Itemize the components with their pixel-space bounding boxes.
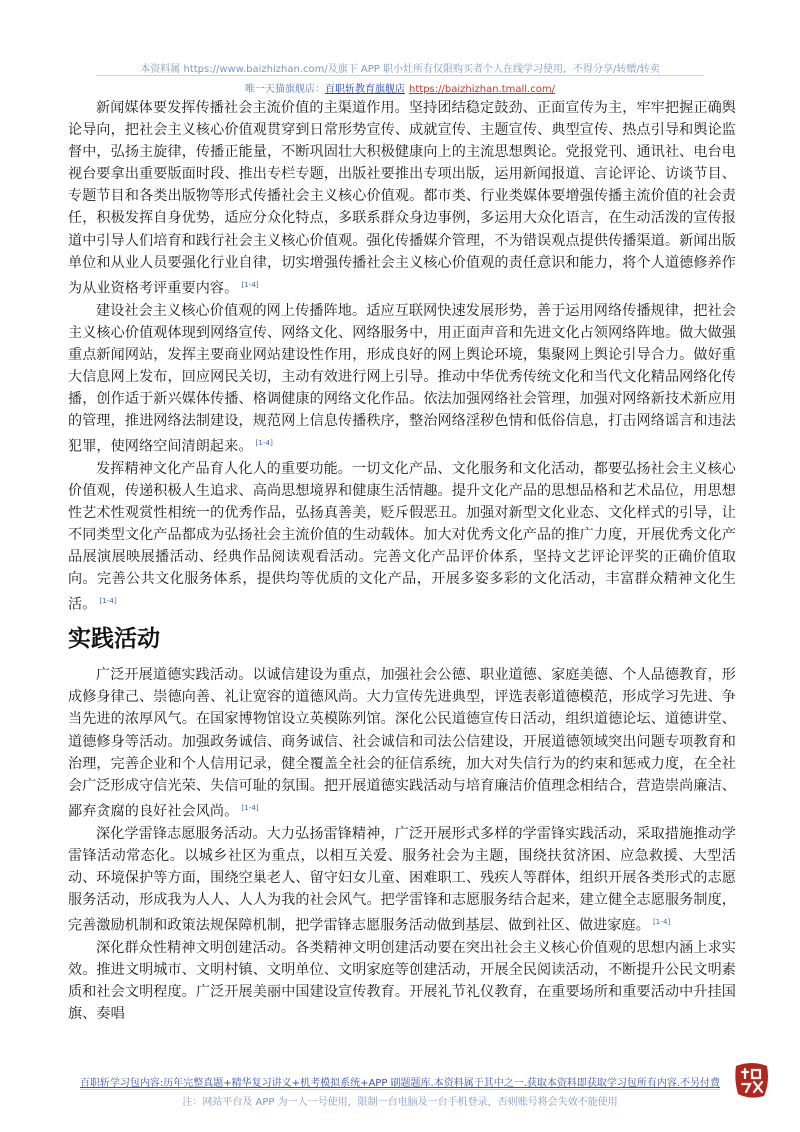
- shop-name-link[interactable]: 百职斩教育旗舰店: [325, 84, 406, 95]
- paragraph: 新闻媒体要发挥传播社会主流价值的主渠道作用。坚持团结稳定鼓劲、正面宣传为主，牢牢把握正确舆论导向，把社会主义核心价值观贯穿到日常形势宣传、成就宣传、主题宣传、典型宣传、热点引导和舆论监督中，弘扬主旋律，传播正能量，不断巩固壮大积极健康向上的主流思想舆论。党报党刊、通讯社、电台电视台要拿出重要版面时段、推出专栏专题，出版社要推出专项出版，运用新闻报道、言论评论、访谈节目、专题节目和各类出版物等形式传播社会主义核心价值观。都市类、行业类媒体要增强传播主流价值的社会责任，积极发挥自身优势，适应分众化特点，多联系群众身边事例，多运用大众化语言，在生动活泼的宣传报道中引导人们培育和践行社会主义核心价值观。强化传播媒介管理，不为错误观点提供传播渠道。新闻出版单位和从业人员要强化行业自律，切实增强传播社会主义核心价值观的责任意识和能力，将个人道德修养作为从业资格考评重要内容。 [1-4]: [68, 100, 736, 297]
- footer-divider: [80, 1089, 720, 1090]
- shop-prefix: 唯一天猫旗舰店：: [245, 84, 326, 95]
- paragraph: 深化学雷锋志愿服务活动。大力弘扬雷锋精神，广泛开展形式多样的学雷锋实践活动，采取措施推动学雷锋活动常态化。以城乡社区为重点，以相互关爱、服务社会为主题，围绕扶贫济困、应急救援、大型活动、环境保护等方面，围绕空巢老人、留守妇女儿童、困难职工、残疾人等群体，组织开展各类形式的志愿服务活动，形成我为人人、人人为我的社会风气。把学雷锋和志愿服务结合起来，建立健全志愿服务制度，完善激励机制和政策法规保障机制，把学雷锋志愿服务活动做到基层、做到社区、做进家庭。 [1-4]: [68, 825, 736, 934]
- header-divider: [96, 75, 704, 76]
- document-body: [68, 97, 736, 1025]
- footer-notice: 注：网站平台及 APP 为一人一号使用，限制一台电脑及一台手机登录，否则账号将会失效不能使用: [182, 1097, 618, 1108]
- header-notice: 本资料属 https://www.baizhizhan.com/及旗下 APP 职小灶所有仅限购买者个人在线学习使用，不得分享/转赠/转卖: [140, 64, 660, 75]
- footer-promo-link[interactable]: 百职斩学习包内容:历年完整真题+精华复习讲义+机考模拟系统+APP 刷题题库.本资料属于其中之一.获取本资料即获取学习包所有内容.不另付费: [79, 1078, 721, 1089]
- section-heading: 实践活动: [68, 626, 160, 653]
- citation[interactable]: [1-4]: [255, 439, 273, 448]
- paragraph: 广泛开展道德实践活动。以诚信建设为重点，加强社会公德、职业道德、家庭美德、个人品德教育，形成修身律己、崇德向善、礼让宽容的道德风尚。大力宣传先进典型，评选表彰道德模范，形成学习先进、争当先进的浓厚风气。在国家博物馆设立英模陈列馆。深化公民道德宣传日活动，组织道德论坛、道德讲堂、道德修身等活动。加强政务诚信、商务诚信、社会诚信和司法公信建设，开展道德领域突出问题专项教育和治理，完善企业和个人信用记录，健全覆盖全社会的征信系统，加大对失信行为的约束和惩戒力度，在全社会广泛形成守信光荣、失信可耻的氛围。把开展道德实践活动与培育廉洁价值理念相结合，营造崇尚廉洁、鄙弃贪腐的良好社会风尚。 [1-4]: [68, 667, 736, 820]
- paragraph: 发挥精神文化产品育人化人的重要功能。一切文化产品、文化服务和文化活动，都要弘扬社会主义核心价值观，传递积极人生追求、高尚思想境界和健康生活情趣。提升文化产品的思想品格和艺术品位，用思想性艺术性观赏性相统一的优秀作品，弘扬真善美，贬斥假恶丑。加强对新型文化业态、文化样式的引导，让不同类型文化产品都成为弘扬社会主流价值的生动载体。加大对优秀文化产品的推广力度，开展优秀文化产品展演展映展播活动、经典作品阅读观看活动。完善文化产品评价体系，坚持文艺评论评奖的正确价值取向。完善公共文化服务体系，提供均等优质的文化产品，开展多姿多彩的文化活动，丰富群众精神文化生活。 [1-4]: [68, 460, 736, 614]
- paragraph: 深化群众性精神文明创建活动。各类精神文明创建活动要在突出社会主义核心价值观的思想内涵上求实效。推进文明城市、文明村镇、文明单位、文明家庭等创建活动，开展全民阅读活动，不断提升公民文明素质和社会文明程度。广泛开展美丽中国建设宣传教育。开展礼节礼仪教育，在重要场所和重要活动中升挂国旗、奏唱: [68, 939, 736, 1022]
- header-shop-line: [0, 80, 800, 95]
- paragraph: 建设社会主义核心价值观的网上传播阵地。适应互联网快速发展形势，善于运用网络传播规律，把社会主义核心价值观体现到网络宣传、网络文化、网络服务中，用正面声音和先进文化占领网络阵地。做大做强重点新闻网站，发挥主要商业网站建设性作用，形成良好的网上舆论环境，集聚网上舆论引导合力。做好重大信息网上发布，回应网民关切，主动有效进行网上引导。推动中华优秀传统文化和当代文化精品网络化传播，创作适于新兴媒体传播、格调健康的网络文化作品。依法加强网络社会管理，加强对网络新技术新应用的管理，推进网络法制建设，规范网上信息传播秩序，整治网络淫秽色情和低俗信息，打击网络谣言和违法犯罪，使网络空间清朗起来。 [1-4]: [68, 302, 736, 455]
- citation[interactable]: [1-4]: [652, 917, 671, 926]
- citation[interactable]: [1-4]: [241, 280, 259, 289]
- citation[interactable]: [1-4]: [99, 597, 117, 606]
- baizhi-seal-icon: [730, 1058, 774, 1102]
- shop-url-link[interactable]: https://baizhizhan.tmall.com/: [409, 84, 555, 95]
- citation[interactable]: [1-4]: [241, 803, 259, 812]
